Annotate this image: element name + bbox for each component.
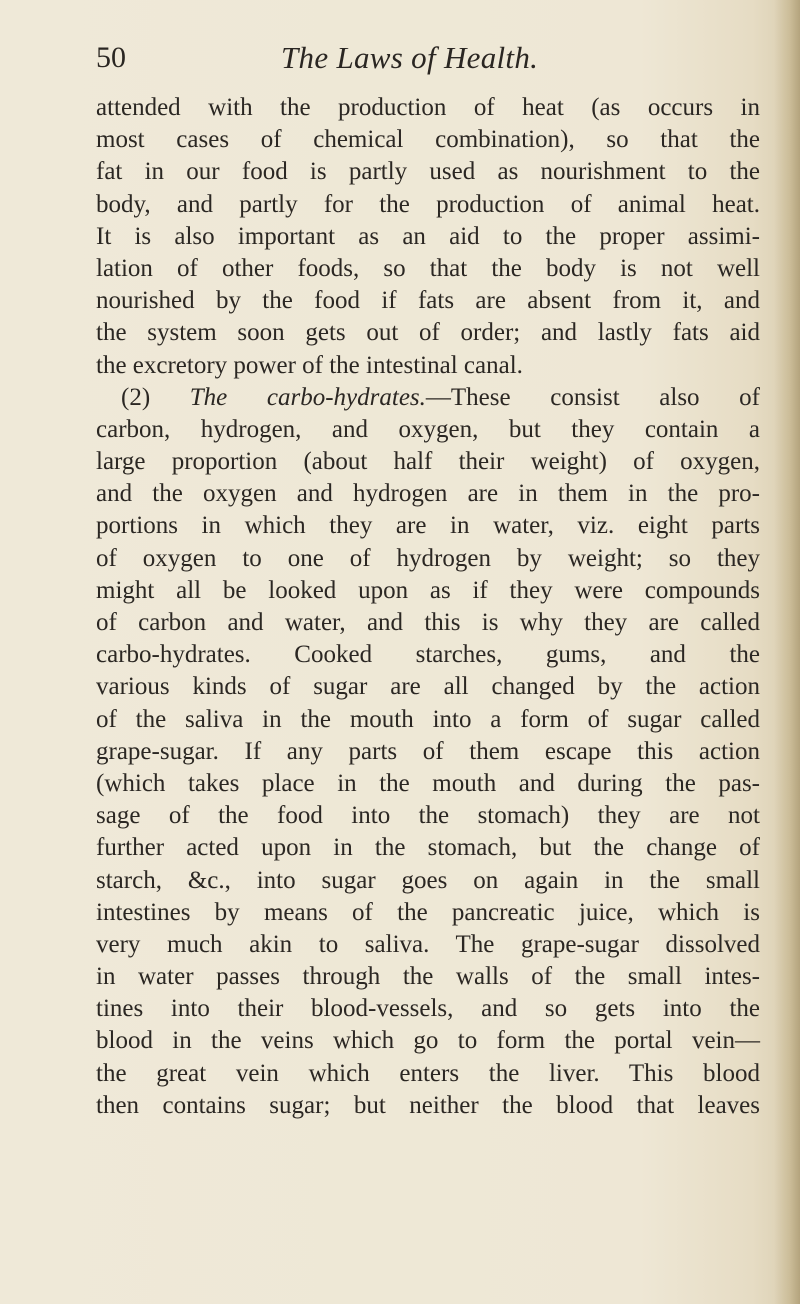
text-line: nourished by the food if fats are absent from it, and [96, 287, 760, 315]
text-line: lation of other foods, so that the body is not well [96, 254, 760, 282]
text-line: and the oxygen and hydrogen are in them in the pro- [96, 480, 760, 508]
text-line: of the saliva in the mouth into a form of sugar called [96, 705, 760, 733]
page-header [96, 38, 760, 84]
text-line: portions in which they are in water, viz. eight parts [96, 512, 760, 540]
text-line: the great vein which enters the liver. This blood [96, 1059, 760, 1087]
text-line: fat in our food is partly used as nourishment to the [96, 158, 760, 186]
text-line: (which takes place in the mouth and during the pas- [96, 769, 760, 797]
text-line: of carbon and water, and this is why they are called [96, 609, 760, 636]
text-line: might all be looked upon as if they were compounds [96, 576, 760, 604]
body-text [96, 92, 760, 1122]
text-line: further acted upon in the stomach, but the change of [96, 834, 760, 862]
page-number: 50 [96, 41, 126, 74]
text-line: then contains sugar; but neither the blood that leaves [96, 1091, 760, 1119]
text-line: intestines by means of the pancreatic juice, which is [96, 898, 760, 926]
text-line: the excretory power of the intestinal canal. [96, 351, 523, 379]
text-line: the system soon gets out of order; and lastly fats aid [96, 319, 760, 347]
text-line: It is also important as an aid to the proper assimi- [96, 222, 760, 250]
text-line: body, and partly for the production of animal heat. [96, 190, 760, 218]
text-line: blood in the veins which go to form the portal vein— [96, 1027, 760, 1055]
text-line: tines into their blood-vessels, and so gets into the [96, 995, 760, 1023]
text-line: carbon, hydrogen, and oxygen, but they contain a [96, 415, 760, 443]
text-line: carbo-hydrates. Cooked starches, gums, and the [96, 641, 760, 669]
section-continuation: —These consist also of [425, 383, 761, 411]
text-line: sage of the food into the stomach) they are not [96, 802, 760, 830]
text-line: of oxygen to one of hydrogen by weight; so they [96, 544, 760, 572]
text-line: in water passes through the walls of the small intes- [96, 963, 760, 991]
text-line: attended with the production of heat (as occurs in [96, 94, 760, 121]
text-line: grape-sugar. If any parts of them escape this action [96, 737, 760, 765]
text-line: starch, &c., into sugar goes on again in the small [96, 866, 760, 894]
text-line: very much akin to saliva. The grape-sugar dissolved [96, 930, 760, 958]
section-title: The carbo-hydrates. [189, 383, 426, 411]
running-title: The Laws of Health. [281, 40, 539, 75]
section-heading-line [96, 382, 760, 414]
section-number: (2) [121, 383, 190, 411]
text-line: large proportion (about half their weight) of oxygen, [96, 448, 760, 476]
text-line: most cases of chemical combination), so that the [96, 126, 760, 154]
page-edge-shadow [774, 0, 800, 1304]
text-line: various kinds of sugar are all changed by the action [96, 673, 760, 701]
